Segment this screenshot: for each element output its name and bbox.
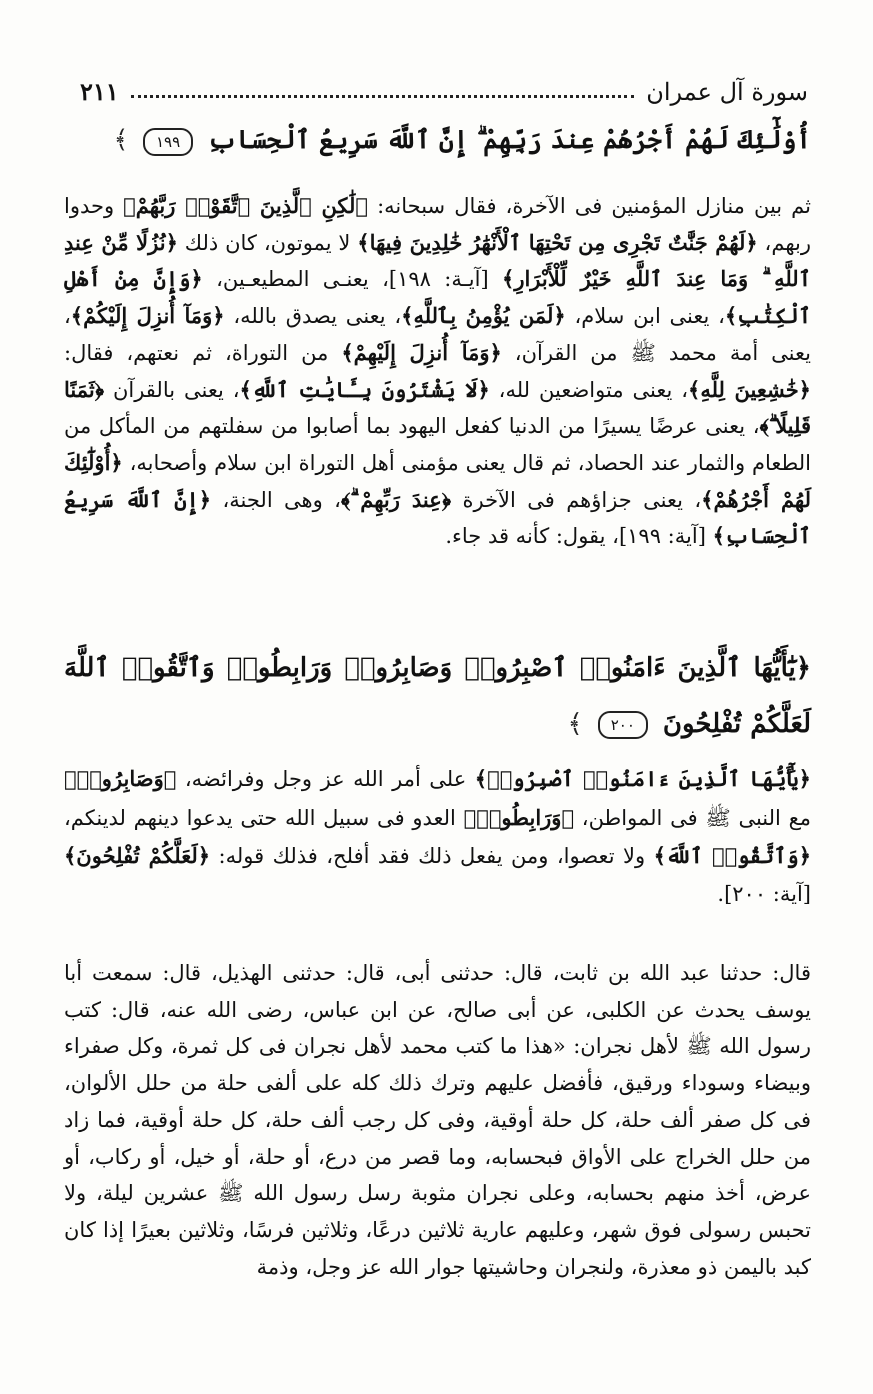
leader-dots	[131, 95, 635, 98]
commentary-text: ثم بين منازل المؤمنين فى الآخرة، فقال سبحانه:	[368, 194, 811, 218]
running-header	[80, 72, 808, 106]
commentary-text: ، وهى الجنة،	[211, 487, 341, 512]
verse-end-ornament-icon: ﴾	[567, 709, 583, 739]
surah-title: سورة آل عمران	[646, 78, 808, 106]
commentary-text: ، يعنى متواضعين لله،	[489, 377, 689, 402]
commentary-verse-200	[64, 760, 811, 913]
quran-quote: ﴿وَمَآ أُنزِلَ إِلَيْكُمْ﴾	[70, 303, 225, 329]
commentary-text: [آية: ٢٠٠].	[717, 881, 811, 906]
quran-quote: ﴿لَعَلَّكُمْ تُفْلِحُونَ﴾	[64, 843, 211, 869]
quran-quote: ﴿لَمَن يُؤْمِنُ بِٱللَّهِ﴾	[401, 303, 566, 329]
commentary-text: ، يعنى أمة محمد ﷺ من القرآن،	[64, 304, 811, 365]
commentary-text: [آيـة: ١٩٨]، يعنـى المطيعـين،	[202, 267, 503, 292]
quran-quote: ﴿لَا يَشْتَرُونَ بِـَٔايَٰتِ ٱللَّهِ﴾	[239, 376, 490, 402]
commentary-text: ، يعنى ابن سلام،	[565, 304, 725, 329]
ayah-number-marker: ٢٠٠	[598, 711, 648, 739]
commentary-text: من التوراة، ثم نعتهم، فقال:	[64, 340, 342, 365]
quran-quote: ﴿وَمَآ أُنزِلَ إِلَيْهِمْ﴾	[341, 339, 502, 365]
commentary-text: على أمر الله عز وجل وفرائضه،	[176, 767, 475, 791]
commentary-text: ، يعنى جزاؤهم فى الآخرة	[451, 487, 702, 512]
quran-quote: ﴿وَإِنَّ مِنْ أَهْلِ ٱلْكِتَٰبِ﴾	[64, 266, 811, 329]
commentary-text: [آية: ١٩٩]، يقول: كأنه قد جاء.	[445, 524, 713, 549]
page-number: ٢١١	[80, 77, 119, 106]
verse-end-ornament-icon: ﴾	[113, 125, 129, 154]
quran-quote: ﴿لَٰكِنِ ٱلَّذِينَ ٱتَّقَوْا۟ رَبَّهُمْ﴾	[123, 193, 369, 218]
commentary-text: ، يعنى عرضًا يسيرًا من الدنيا كفعل اليهود بما أصابوا من سفلتهم من المأكل من الطعام والثمار عند الحصاد، ثم قال يعنى مؤمنى أهل التوراة ابن سلام وأصحابه،	[64, 414, 811, 475]
quran-quote: ﴿خَٰشِعِينَ لِلَّهِ﴾	[688, 376, 811, 402]
verse-199-text: أُوْلَٰٓئِكَ لَهُمْ أَجْرُهُمْ عِندَ رَبِّهِمْ ۗ إِنَّ ٱللَّهَ سَرِيعُ ٱلْحِسَابِ	[207, 125, 811, 154]
quran-quote: ﴿إِنَّ ٱللَّهَ سَرِيعُ ٱلْحِسَابِ﴾	[64, 486, 811, 549]
commentary-text: ، يعنى بالقرآن	[104, 377, 240, 402]
quran-quote: ﴿يَٰٓأَيُّهَا ٱلَّذِينَ ءَامَنُوا۟ ٱصْبِرُوا۟﴾	[474, 766, 811, 791]
commentary-text: وحدوا ربهم،	[64, 194, 811, 255]
commentary-text: مع النبى ﷺ فى المواطن،	[574, 805, 812, 830]
quran-quote: ﴿عِندَ رَبِّهِمْ ۗ﴾	[340, 486, 452, 512]
quran-quote: ﴿ثَمَنًا قَلِيلًا ۗ﴾	[64, 376, 811, 439]
verse-200-text: ﴿يَٰٓأَيُّهَا ٱلَّذِينَ ءَامَنُوا۟ ٱصْبِرُوا۟ وَصَابِرُوا۟ وَرَابِطُوا۟ وَٱتَّقُوا۟ ٱللَّهَ لَعَلَّكُمْ تُفْلِحُونَ	[64, 653, 811, 739]
quran-quote: ﴿نُزُلًا مِّنْ عِندِ ٱللَّهِ ۗ وَمَا عِندَ ٱللَّهِ خَيْرٌ لِّلْأَبْرَارِ﴾	[64, 229, 811, 292]
ayah-number-marker: ١٩٩	[143, 128, 193, 156]
narration-paragraph: قال: حدثنا عبد الله بن ثابت، قال: حدثنى أبى، قال: حدثنى الهذيل، قال: سمعت أبا يوسف يحدث عن الكلبى، عن أبى صالح، عن ابن عباس، رضى الله عنه، قال: كتب رسول الله ﷺ لأهل نجران: «هذا ما كتب محمد لأهل نجران فى كل ثمرة، وكل صفراء وبيضاء وسوداء ورقيق، فأفضل عليهم وترك ذلك كله على ألفى حلة من حلل الألوان، فى كل صفر ألف حلة، كل حلة أوقية، وفى كل رجب ألف حلة، كل حلة أوقية، فما زاد من حلل الخراج على الأواق فبحسابه، وما قصر من درع، أو حلة، أو خيل، أو ركاب، أو عرض، أخذ منهم بحسابه، وعلى نجران مثوبة رسل رسول الله ﷺ عشرين ليلة، ولا تحبس رسولى فوق شهر، وعليهم عارية ثلاثين درعًا، وثلاثين فرسًا، وثلاثين بعيرًا إذا كان كبد باليمن ذو معذرة، ولنجران وحاشيتها جوار الله عز وجل، وذمة	[64, 961, 811, 1279]
commentary-verses-198-199	[64, 188, 811, 555]
commentary-text: العدو فى سبيل الله حتى يدعوا دينهم لدينكم،	[64, 805, 464, 830]
quran-quote: ﴿وَٱتَّقُوا۟ ٱللَّهَ﴾	[653, 843, 811, 869]
verse-199	[113, 120, 811, 160]
verse-200	[64, 640, 811, 752]
commentary-text: ولا تعصوا، ومن يفعل ذلك فقد أفلح، فذلك قوله:	[210, 844, 654, 869]
commentary-text: ، يعنى يصدق بالله،	[224, 304, 402, 329]
commentary-text: لا يموتون، كان ذلك	[177, 230, 358, 255]
quran-quote: ﴿وَرَابِطُوا۟﴾	[463, 804, 575, 830]
quran-quote: ﴿وَصَابِرُوا۟﴾	[64, 766, 177, 791]
quran-quote: ﴿لَهُمْ جَنَّٰتٌ تَجْرِى مِن تَحْتِهَا ٱلْأَنْهَٰرُ خَٰلِدِينَ فِيهَا﴾	[357, 229, 758, 255]
quran-quote: ﴿أُوْلَٰٓئِكَ لَهُمْ أَجْرُهُمْ﴾	[64, 449, 812, 512]
